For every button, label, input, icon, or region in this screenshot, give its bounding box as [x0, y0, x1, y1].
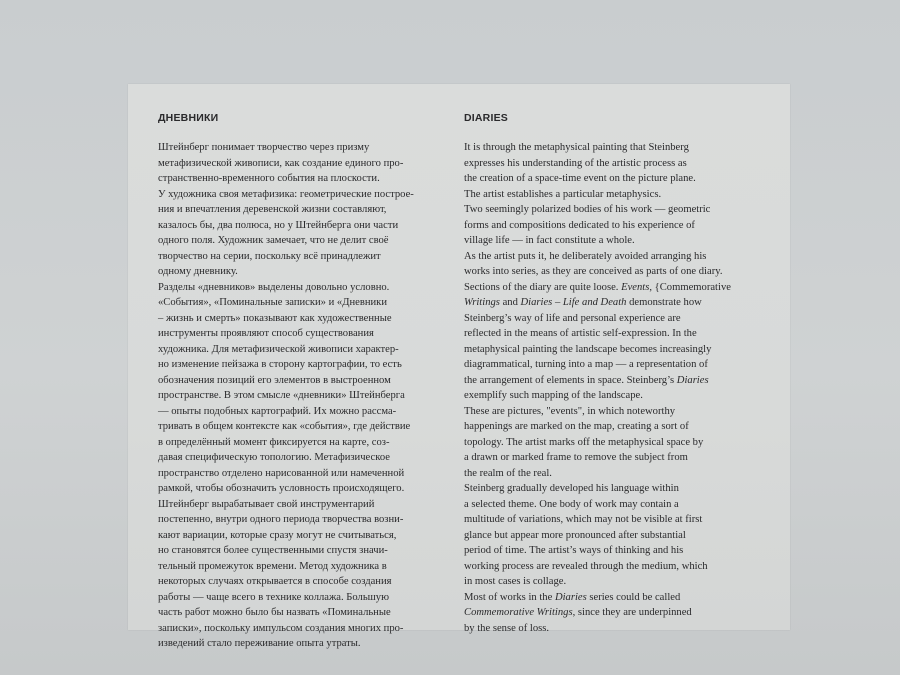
russian-body-text: [158, 140, 458, 652]
english-text-line: It is through the metaphysical painting that Steinberg: [464, 142, 689, 153]
russian-text-line: — опыты подобных картографий. Их можно рассма-: [158, 405, 397, 417]
russian-text-line: изведений стало переживание опыта утраты.: [158, 638, 361, 649]
english-text-line: the realm of the real.: [464, 467, 552, 479]
russian-text-line: давая специфическую топологию. Метафизическое: [158, 452, 390, 463]
russian-text-line: тривать в общем контексте как «события», где действие: [158, 421, 411, 432]
english-text-line: glance but appear more pronounced after substantial: [464, 529, 686, 541]
english-text-line: metaphysical painting the landscape becomes increasingly: [464, 343, 712, 355]
english-text-line: exemplify such mapping of the landscape.: [464, 390, 643, 401]
russian-text-line: в определённый момент фиксируется на карте, соз-: [158, 436, 390, 448]
english-text-line: topology. The artist marks off the metaphysical space by: [464, 436, 704, 448]
russian-text-line: метафизической живописи, как создание единого про-: [158, 157, 404, 169]
russian-text-line: казалось бы, два полюса, но у Штейнберга они части: [158, 219, 399, 231]
russian-text-line: творчество на серии, поскольку всё принадлежит: [158, 250, 381, 262]
russian-text-line: работы — чаще всего в технике коллажа. Большую: [158, 591, 390, 603]
russian-text-line: Разделы «дневников» выделены довольно условно.: [158, 281, 390, 293]
english-text-line: village life — in fact constitute a whole.: [464, 235, 635, 246]
russian-text-line: некоторых случаях открывается в способе создания: [158, 576, 392, 587]
russian-text-line: Штейнберг вырабатывает свой инструментарий: [158, 498, 375, 510]
english-text-line: Commemorative Writings, since they are underpinned: [464, 607, 692, 618]
russian-text-line: но становятся более существенными спустя значи-: [158, 545, 388, 556]
english-text-line: the creation of a space-time event on the picture plane.: [464, 173, 696, 184]
russian-text-line: рамкой, чтобы обозначить условность происходящего.: [158, 483, 405, 494]
russian-text-line: ния и впечатления деревенской жизни составляют,: [158, 204, 387, 215]
russian-text-line: – жизнь и смерть» показывают как художественные: [158, 312, 392, 324]
english-text-line: by the sense of loss.: [464, 622, 550, 634]
russian-text-line: У художника своя метафизика: геометрические построе-: [158, 188, 414, 200]
english-text-line: a selected theme. One body of work may contain a: [464, 498, 679, 510]
english-text-line: the arrangement of elements in space. Steinberg’s Diaries: [464, 374, 709, 386]
russian-text-line: часть работ можно было бы назвать «Поминальные: [158, 607, 391, 618]
english-text-line: diagrammatical, turning into a map — a representation of: [464, 359, 708, 370]
russian-text-line: странственно-временного события на плоскости.: [158, 173, 380, 184]
russian-text-line: художника. Для метафизической живописи характер-: [158, 343, 399, 355]
english-body-text: [464, 140, 764, 636]
english-text-line: reflected in the means of artistic self-expression. In the: [464, 328, 697, 339]
russian-text-line: пространстве. В этом смысле «дневники» Штейнберга: [158, 390, 405, 401]
russian-text-line: но изменение пейзажа в сторону картографии, то есть: [158, 359, 402, 370]
english-text-line: Steinberg’s way of life and personal experience are: [464, 312, 681, 324]
russian-text-line: Штейнберг понимает творчество через призму: [158, 142, 370, 153]
english-text-line: As the artist puts it, he deliberately avoided arranging his: [464, 250, 707, 262]
russian-text-line: тельный промежуток времени. Метод художника в: [158, 560, 387, 572]
english-text-line: The artist establishes a particular metaphysics.: [464, 188, 662, 200]
russian-text-line: инструменты проявляют способ существования: [158, 328, 374, 339]
russian-text-line: «События», «Поминальные записки» и «Дневники: [158, 297, 387, 308]
english-heading: DIARIES: [464, 112, 508, 124]
russian-column: [158, 111, 458, 652]
english-text-line: expresses his understanding of the artistic process as: [464, 157, 687, 169]
english-text-line: works into series, as they are conceived as parts of one diary.: [464, 266, 723, 277]
russian-text-line: одного поля. Художник замечает, что не делит своё: [158, 235, 389, 246]
english-text-line: a drawn or marked frame to remove the subject from: [464, 452, 688, 463]
russian-text-line: записки», поскольку импульсом создания многих про-: [158, 622, 404, 634]
english-text-line: happenings are marked on the map, creating a sort of: [464, 421, 689, 432]
english-text-line: Sections of the diary are quite loose. Events, {Commemorative: [464, 281, 731, 293]
russian-text-line: кают вариации, которые сразу могут не считываться,: [158, 529, 397, 541]
english-text-line: Writings and Diaries – Life and Death demonstrate how: [464, 297, 702, 308]
english-column: [464, 111, 764, 636]
english-text-line: in most cases is collage.: [464, 576, 567, 587]
wall-text-panel: [128, 84, 790, 649]
english-text-line: multitude of variations, which may not be visible at first: [464, 514, 703, 525]
russian-text-line: постепенно, внутри одного периода творчества возни-: [158, 514, 404, 525]
english-text-line: working process are revealed through the medium, which: [464, 560, 708, 572]
russian-text-line: обозначения позиций его элементов в выстроенном: [158, 374, 391, 386]
english-text-line: Most of works in the Diaries series could be called: [464, 591, 681, 603]
english-text-line: Steinberg gradually developed his language within: [464, 483, 679, 494]
russian-text-line: одному дневнику.: [158, 266, 238, 277]
russian-text-line: пространство отделено нарисованной или намеченной: [158, 467, 405, 479]
english-text-line: These are pictures, "events", in which noteworthy: [464, 405, 676, 417]
english-text-line: forms and compositions dedicated to his experience of: [464, 219, 695, 231]
english-text-line: period of time. The artist’s ways of thinking and his: [464, 545, 684, 556]
english-text-line: Two seemingly polarized bodies of his work — geometric: [464, 204, 711, 215]
russian-heading: ДНЕВНИКИ: [158, 112, 219, 124]
